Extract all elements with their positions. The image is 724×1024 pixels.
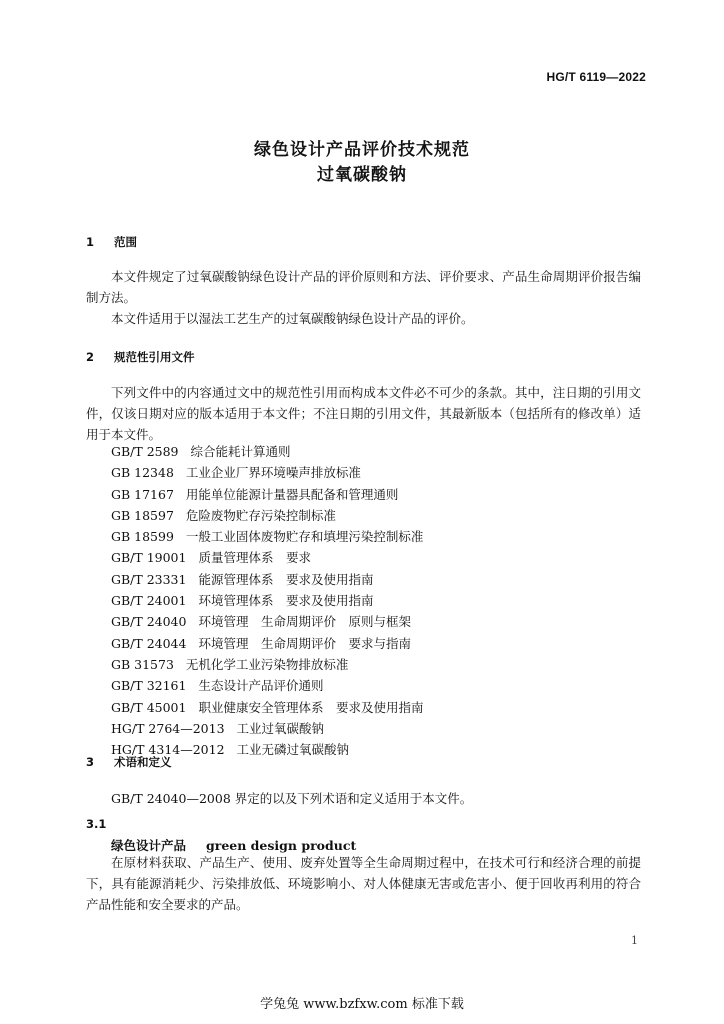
reference-title: 质量管理体系 要求	[198, 550, 311, 566]
reference-code: GB 18599	[111, 529, 174, 545]
term-chinese: 绿色设计产品	[111, 838, 187, 853]
reference-code: GB/T 45001	[111, 699, 187, 715]
reference-item	[111, 654, 423, 675]
section-number: 2	[86, 350, 95, 364]
reference-item	[111, 569, 423, 590]
reference-title: 一般工业固体废物贮存和填埋污染控制标准	[185, 529, 424, 545]
section-3-heading	[86, 754, 172, 770]
paragraph: 本文件规定了过氧碳酸钠绿色设计产品的评价原则和方法、评价要求、产品生命周期评价报告编制方法。	[86, 269, 641, 305]
reference-title: 综合能耗计算通则	[190, 444, 291, 459]
reference-item	[111, 697, 423, 718]
reference-title: 用能单位能源计量器具配备和管理通则	[185, 486, 399, 502]
reference-code: GB/T 24001	[111, 593, 187, 609]
paragraph: 下列文件中的内容通过文中的规范性引用而构成本文件必不可少的条款。其中，注日期的引用文件，仅该日期对应的版本适用于本文件；不注日期的引用文件，其最新版本（包括所有的修改单）适用于本文件。	[86, 385, 641, 442]
section-2-heading	[86, 349, 195, 365]
reference-item	[111, 675, 423, 696]
reference-title: 环境管理 生命周期评价 原则与框架	[198, 614, 411, 630]
paragraph: GB/T 24040—2008 界定的以及下列术语和定义适用于本文件。	[111, 791, 473, 806]
document-title: 绿色设计产品评价技术规范	[254, 140, 470, 160]
reference-code: GB 31573	[111, 656, 174, 672]
section-number: 1	[86, 235, 95, 249]
footer-watermark: 学兔兔 www.bzfxw.com 标准下载	[260, 997, 464, 1012]
reference-item	[111, 633, 423, 654]
reference-item	[111, 718, 423, 739]
reference-title: 环境管理体系 要求及使用指南	[198, 593, 374, 609]
reference-code: GB/T 32161	[111, 678, 187, 694]
term-number: 3.1	[86, 817, 107, 831]
reference-title: 生态设计产品评价通则	[198, 678, 324, 694]
reference-item	[111, 547, 423, 568]
section-1-heading	[86, 234, 137, 250]
section-1-body	[86, 266, 641, 329]
document-subtitle: 过氧碳酸钠	[317, 165, 407, 185]
reference-item	[111, 484, 423, 505]
section-title: 术语和定义	[114, 755, 172, 769]
reference-list	[111, 441, 423, 760]
reference-code: HG/T 4314—2012	[111, 742, 225, 758]
reference-title: 危险废物贮存污染控制标准	[185, 507, 336, 523]
section-title: 范围	[114, 235, 137, 249]
paragraph: 在原材料获取、产品生产、使用、废弃处置等全生命周期过程中，在技术可行和经济合理的前提下，具有能源消耗少、污染排放低、环境影响小、对人体健康无害或危害小、便于回收再利用的符合产品性能和安全要求的产品。	[86, 855, 641, 912]
reference-item	[111, 505, 423, 526]
reference-title: 环境管理 生命周期评价 要求与指南	[198, 635, 411, 651]
reference-code: HG/T 2764—2013	[111, 720, 225, 736]
reference-item	[111, 462, 423, 483]
reference-code: GB 17167	[111, 486, 174, 502]
reference-code: GB/T 19001	[111, 550, 187, 566]
section-number: 3	[86, 755, 95, 769]
paragraph: 本文件适用于以湿法工艺生产的过氧碳酸钠绿色设计产品的评价。	[111, 311, 474, 326]
term-english: green design product	[206, 838, 357, 853]
reference-code: GB 12348	[111, 465, 174, 481]
reference-item	[111, 526, 423, 547]
reference-title: 工业无磷过氧碳酸钠	[236, 742, 350, 758]
reference-title: 职业健康安全管理体系 要求及使用指南	[198, 699, 424, 715]
term-definition	[86, 852, 641, 915]
reference-title: 能源管理体系 要求及使用指南	[198, 571, 374, 587]
section-3-intro	[86, 788, 641, 809]
reference-title: 工业企业厂界环境噪声排放标准	[185, 465, 361, 481]
reference-title: 无机化学工业污染物排放标准	[185, 656, 349, 672]
reference-code: GB/T 24044	[111, 635, 187, 651]
reference-code: GB 18597	[111, 507, 174, 523]
reference-code: GB/T 23331	[111, 571, 187, 587]
reference-item	[111, 441, 423, 462]
standard-code: HG/T 6119—2022	[546, 70, 646, 84]
page-number: 1	[631, 934, 638, 947]
section-2-intro	[86, 382, 641, 445]
reference-item	[111, 611, 423, 632]
reference-item	[111, 590, 423, 611]
reference-code: GB/T 24040	[111, 614, 187, 630]
section-title: 规范性引用文件	[114, 350, 195, 364]
reference-title: 工业过氧碳酸钠	[236, 720, 325, 736]
reference-code: GB/T 2589	[111, 444, 179, 459]
